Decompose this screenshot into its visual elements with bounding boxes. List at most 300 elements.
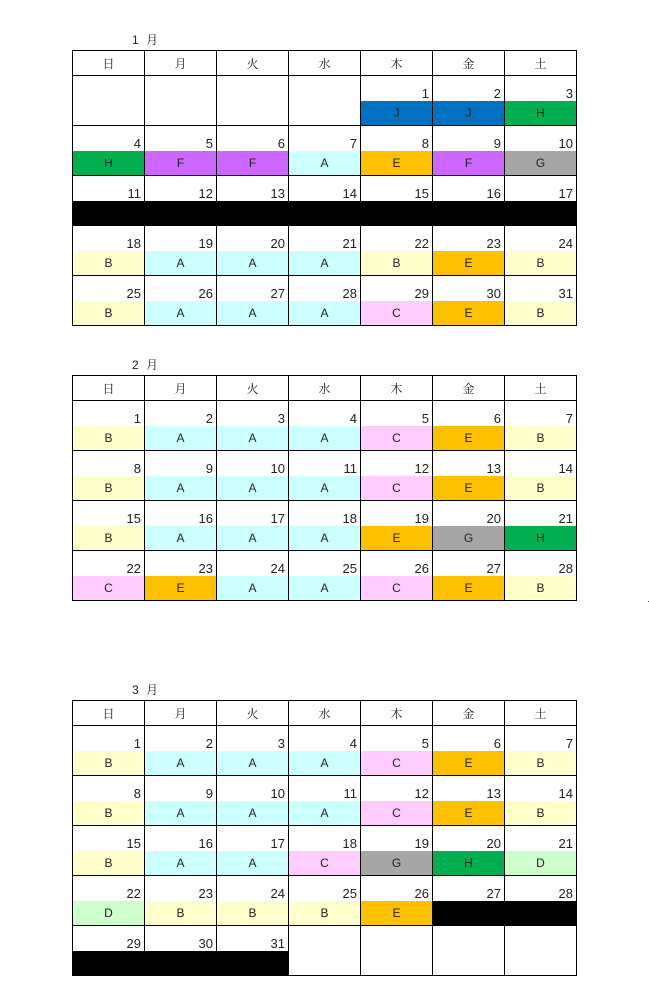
date-number: 27 bbox=[270, 286, 285, 301]
week-date-row bbox=[73, 501, 577, 527]
date-number: 16 bbox=[198, 511, 213, 526]
schedule-code-cell: B bbox=[73, 251, 145, 276]
date-cell bbox=[505, 726, 577, 752]
date-number: 7 bbox=[349, 136, 357, 151]
date-number bbox=[213, 86, 216, 101]
date-number: 11 bbox=[343, 786, 357, 801]
month-title: 1 月 bbox=[132, 33, 161, 47]
weekday-header: 水 bbox=[289, 51, 361, 76]
date-number bbox=[141, 86, 144, 101]
schedule-code-cell bbox=[361, 951, 433, 976]
schedule-code-cell bbox=[217, 201, 289, 226]
date-number: 16 bbox=[198, 836, 213, 851]
schedule-code-cell: A bbox=[217, 801, 289, 826]
date-number: 23 bbox=[198, 886, 213, 901]
weekday-header: 火 bbox=[217, 701, 289, 726]
weekday-header: 木 bbox=[361, 376, 433, 401]
schedule-code-cell: A bbox=[289, 301, 361, 326]
schedule-code-cell: B bbox=[73, 301, 145, 326]
date-number: 27 bbox=[486, 561, 501, 576]
schedule-code-cell: C bbox=[73, 576, 145, 601]
date-number: 26 bbox=[198, 286, 213, 301]
week-code-row bbox=[73, 901, 577, 926]
schedule-code-cell: A bbox=[217, 851, 289, 876]
schedule-code-cell: E bbox=[433, 251, 505, 276]
date-cell bbox=[361, 776, 433, 802]
schedule-code-cell: A bbox=[217, 301, 289, 326]
date-cell bbox=[217, 276, 289, 302]
week-date-row bbox=[73, 401, 577, 427]
week-code-row bbox=[73, 526, 577, 551]
schedule-code-cell: B bbox=[505, 801, 577, 826]
schedule-code-cell: H bbox=[505, 526, 577, 551]
date-cell bbox=[505, 451, 577, 477]
date-cell bbox=[145, 76, 217, 102]
weekday-header: 日 bbox=[73, 701, 145, 726]
schedule-code-cell bbox=[217, 101, 289, 126]
schedule-code-cell: B bbox=[505, 576, 577, 601]
date-cell bbox=[361, 501, 433, 527]
date-number: 8 bbox=[421, 136, 429, 151]
schedule-code-cell: G bbox=[361, 851, 433, 876]
date-number: 13 bbox=[486, 786, 501, 801]
week-code-row bbox=[73, 201, 577, 226]
week-date-row bbox=[73, 551, 577, 577]
date-cell bbox=[433, 126, 505, 152]
schedule-code-cell bbox=[505, 951, 577, 976]
weekday-header: 月 bbox=[145, 376, 217, 401]
date-number: 18 bbox=[342, 511, 357, 526]
weekday-header: 土 bbox=[505, 701, 577, 726]
date-cell bbox=[289, 876, 361, 902]
schedule-code-cell: C bbox=[361, 751, 433, 776]
date-number: 31 bbox=[270, 936, 285, 951]
date-cell bbox=[73, 926, 145, 952]
date-cell bbox=[505, 401, 577, 427]
weekday-header: 月 bbox=[145, 51, 217, 76]
date-number: 25 bbox=[342, 561, 357, 576]
date-cell bbox=[289, 826, 361, 852]
weekday-header: 日 bbox=[73, 376, 145, 401]
date-number: 21 bbox=[342, 236, 357, 251]
date-number: 31 bbox=[558, 286, 573, 301]
date-cell bbox=[73, 226, 145, 252]
schedule-code-cell: E bbox=[433, 301, 505, 326]
weekday-header-row bbox=[73, 51, 577, 76]
week-date-row bbox=[73, 76, 577, 102]
date-number bbox=[357, 86, 360, 101]
date-cell bbox=[433, 451, 505, 477]
weekday-header: 金 bbox=[433, 701, 505, 726]
date-number: 24 bbox=[270, 561, 285, 576]
date-number: 6 bbox=[493, 411, 501, 426]
date-number: 21 bbox=[558, 511, 573, 526]
date-cell bbox=[145, 176, 217, 202]
schedule-code-cell: A bbox=[289, 476, 361, 501]
schedule-code-cell: D bbox=[73, 901, 145, 926]
date-cell bbox=[217, 76, 289, 102]
week-date-row bbox=[73, 451, 577, 477]
date-cell bbox=[73, 876, 145, 902]
schedule-code-cell bbox=[145, 951, 217, 976]
date-number bbox=[429, 936, 432, 951]
date-cell bbox=[361, 126, 433, 152]
date-number: 10 bbox=[270, 786, 285, 801]
schedule-code-cell: B bbox=[505, 476, 577, 501]
date-number: 8 bbox=[133, 461, 141, 476]
schedule-code-cell: D bbox=[505, 851, 577, 876]
date-cell bbox=[289, 276, 361, 302]
schedule-code-cell: B bbox=[505, 301, 577, 326]
schedule-code-cell: A bbox=[217, 426, 289, 451]
schedule-code-cell: B bbox=[505, 251, 577, 276]
schedule-code-cell: B bbox=[505, 426, 577, 451]
date-number bbox=[357, 936, 360, 951]
date-number: 14 bbox=[342, 186, 357, 201]
date-cell bbox=[145, 726, 217, 752]
date-cell bbox=[505, 501, 577, 527]
week-code-row bbox=[73, 576, 577, 601]
date-cell bbox=[361, 926, 433, 952]
schedule-code-cell: C bbox=[361, 576, 433, 601]
date-cell bbox=[361, 226, 433, 252]
schedule-code-cell: F bbox=[433, 151, 505, 176]
schedule-code-cell bbox=[145, 101, 217, 126]
schedule-code-cell: A bbox=[289, 751, 361, 776]
date-cell bbox=[145, 776, 217, 802]
schedule-code-cell: A bbox=[289, 576, 361, 601]
date-number: 1 bbox=[133, 411, 141, 426]
date-cell bbox=[145, 876, 217, 902]
date-number: 5 bbox=[421, 736, 429, 751]
month-calendar-table bbox=[72, 375, 577, 601]
date-cell bbox=[433, 176, 505, 202]
weekday-header: 水 bbox=[289, 701, 361, 726]
date-number: 22 bbox=[126, 886, 141, 901]
date-number: 20 bbox=[486, 836, 501, 851]
weekday-header: 火 bbox=[217, 376, 289, 401]
date-number: 26 bbox=[414, 886, 429, 901]
date-cell bbox=[145, 451, 217, 477]
date-number: 11 bbox=[127, 186, 141, 201]
date-number: 5 bbox=[421, 411, 429, 426]
date-cell bbox=[73, 551, 145, 577]
date-cell bbox=[73, 826, 145, 852]
date-number: 4 bbox=[133, 136, 141, 151]
weekday-header: 土 bbox=[505, 376, 577, 401]
schedule-code-cell: C bbox=[361, 801, 433, 826]
schedule-code-cell: B bbox=[73, 526, 145, 551]
schedule-code-cell: A bbox=[217, 526, 289, 551]
week-code-row bbox=[73, 751, 577, 776]
date-cell bbox=[433, 276, 505, 302]
date-number: 10 bbox=[558, 136, 573, 151]
date-number: 29 bbox=[414, 286, 429, 301]
schedule-code-cell: A bbox=[145, 251, 217, 276]
date-cell bbox=[433, 726, 505, 752]
schedule-code-cell bbox=[361, 201, 433, 226]
date-cell bbox=[505, 826, 577, 852]
schedule-code-cell: A bbox=[145, 426, 217, 451]
schedule-code-cell: E bbox=[433, 576, 505, 601]
date-cell bbox=[217, 726, 289, 752]
date-number: 13 bbox=[486, 461, 501, 476]
schedule-code-cell: C bbox=[361, 426, 433, 451]
week-code-row bbox=[73, 151, 577, 176]
date-number: 9 bbox=[205, 786, 213, 801]
month-title: 3 月 bbox=[132, 683, 161, 697]
schedule-code-cell: C bbox=[361, 476, 433, 501]
date-number: 3 bbox=[277, 736, 285, 751]
date-number: 12 bbox=[198, 186, 213, 201]
date-cell bbox=[289, 776, 361, 802]
date-cell bbox=[361, 76, 433, 102]
weekday-header: 木 bbox=[361, 701, 433, 726]
week-code-row bbox=[73, 101, 577, 126]
date-cell bbox=[217, 776, 289, 802]
schedule-code-cell: E bbox=[145, 576, 217, 601]
date-number: 15 bbox=[126, 511, 141, 526]
date-number: 24 bbox=[558, 236, 573, 251]
date-cell bbox=[217, 401, 289, 427]
date-number: 19 bbox=[414, 511, 429, 526]
date-cell bbox=[505, 76, 577, 102]
date-cell bbox=[145, 276, 217, 302]
schedule-code-cell: B bbox=[73, 476, 145, 501]
schedule-code-cell: H bbox=[433, 851, 505, 876]
date-number: 15 bbox=[126, 836, 141, 851]
schedule-code-cell: G bbox=[505, 151, 577, 176]
date-number: 1 bbox=[421, 86, 429, 101]
date-cell bbox=[73, 126, 145, 152]
date-cell bbox=[217, 126, 289, 152]
schedule-code-cell bbox=[289, 951, 361, 976]
date-cell bbox=[217, 501, 289, 527]
date-cell bbox=[217, 226, 289, 252]
date-number: 13 bbox=[270, 186, 285, 201]
schedule-code-cell: C bbox=[289, 851, 361, 876]
date-cell bbox=[217, 926, 289, 952]
date-cell bbox=[433, 226, 505, 252]
date-cell bbox=[361, 551, 433, 577]
date-cell bbox=[505, 876, 577, 902]
date-cell bbox=[433, 501, 505, 527]
date-number: 20 bbox=[270, 236, 285, 251]
date-number: 4 bbox=[349, 411, 357, 426]
schedule-code-cell: J bbox=[361, 101, 433, 126]
date-cell bbox=[433, 551, 505, 577]
date-cell bbox=[289, 76, 361, 102]
date-number: 14 bbox=[558, 786, 573, 801]
date-cell bbox=[289, 126, 361, 152]
schedule-code-cell: B bbox=[73, 751, 145, 776]
date-cell bbox=[433, 401, 505, 427]
date-cell bbox=[145, 501, 217, 527]
date-cell bbox=[361, 451, 433, 477]
date-number: 30 bbox=[486, 286, 501, 301]
weekday-header: 土 bbox=[505, 51, 577, 76]
weekday-header: 水 bbox=[289, 376, 361, 401]
week-code-row bbox=[73, 426, 577, 451]
date-number: 21 bbox=[558, 836, 573, 851]
date-cell bbox=[289, 726, 361, 752]
date-number: 18 bbox=[126, 236, 141, 251]
date-cell bbox=[73, 401, 145, 427]
date-cell bbox=[433, 76, 505, 102]
date-number: 15 bbox=[414, 186, 429, 201]
weekday-header-row bbox=[73, 376, 577, 401]
date-number: 7 bbox=[565, 736, 573, 751]
schedule-code-cell: A bbox=[289, 526, 361, 551]
date-number: 22 bbox=[126, 561, 141, 576]
date-number: 10 bbox=[270, 461, 285, 476]
schedule-code-cell bbox=[505, 901, 577, 926]
schedule-code-cell bbox=[289, 201, 361, 226]
schedule-code-cell bbox=[505, 201, 577, 226]
date-cell bbox=[217, 451, 289, 477]
week-date-row bbox=[73, 126, 577, 152]
date-cell bbox=[73, 726, 145, 752]
schedule-code-cell: B bbox=[73, 426, 145, 451]
date-number: 23 bbox=[198, 561, 213, 576]
schedule-code-cell: H bbox=[73, 151, 145, 176]
week-date-row bbox=[73, 176, 577, 202]
date-cell bbox=[217, 551, 289, 577]
weekday-header: 火 bbox=[217, 51, 289, 76]
date-number: 12 bbox=[414, 786, 429, 801]
schedule-code-cell: B bbox=[73, 851, 145, 876]
week-date-row bbox=[73, 276, 577, 302]
weekday-header: 金 bbox=[433, 51, 505, 76]
weekday-header: 月 bbox=[145, 701, 217, 726]
date-cell bbox=[289, 226, 361, 252]
week-date-row bbox=[73, 226, 577, 252]
date-cell bbox=[505, 176, 577, 202]
schedule-code-cell: C bbox=[361, 301, 433, 326]
schedule-code-cell: B bbox=[73, 801, 145, 826]
date-cell bbox=[505, 551, 577, 577]
date-number: 9 bbox=[493, 136, 501, 151]
date-cell bbox=[361, 826, 433, 852]
week-date-row bbox=[73, 726, 577, 752]
date-cell bbox=[289, 551, 361, 577]
schedule-code-cell: E bbox=[361, 526, 433, 551]
schedule-code-cell: B bbox=[505, 751, 577, 776]
date-cell bbox=[505, 226, 577, 252]
schedule-code-cell: F bbox=[217, 151, 289, 176]
date-cell bbox=[505, 926, 577, 952]
schedule-code-cell: A bbox=[217, 251, 289, 276]
schedule-code-cell bbox=[145, 201, 217, 226]
date-number: 11 bbox=[343, 461, 357, 476]
date-number: 2 bbox=[493, 86, 501, 101]
month-calendar-table bbox=[72, 50, 577, 326]
date-number: 17 bbox=[270, 836, 285, 851]
schedule-code-cell bbox=[217, 951, 289, 976]
date-number: 18 bbox=[342, 836, 357, 851]
date-number: 5 bbox=[205, 136, 213, 151]
date-cell bbox=[73, 451, 145, 477]
schedule-code-cell: E bbox=[433, 476, 505, 501]
date-cell bbox=[289, 401, 361, 427]
week-date-row bbox=[73, 926, 577, 952]
schedule-code-cell: E bbox=[361, 151, 433, 176]
date-number: 14 bbox=[558, 461, 573, 476]
date-number: 6 bbox=[277, 136, 285, 151]
date-cell bbox=[361, 176, 433, 202]
schedule-code-cell: A bbox=[289, 426, 361, 451]
schedule-code-cell: A bbox=[145, 526, 217, 551]
date-cell bbox=[145, 926, 217, 952]
schedule-code-cell: B bbox=[361, 251, 433, 276]
week-code-row bbox=[73, 951, 577, 976]
date-cell bbox=[145, 401, 217, 427]
date-number: 17 bbox=[558, 186, 573, 201]
date-cell bbox=[433, 776, 505, 802]
schedule-code-cell: F bbox=[145, 151, 217, 176]
date-number: 8 bbox=[133, 786, 141, 801]
date-number: 27 bbox=[486, 886, 501, 901]
schedule-code-cell: A bbox=[217, 476, 289, 501]
date-number: 1 bbox=[133, 736, 141, 751]
date-number: 28 bbox=[342, 286, 357, 301]
schedule-code-cell: B bbox=[145, 901, 217, 926]
weekday-header: 金 bbox=[433, 376, 505, 401]
schedule-code-cell: E bbox=[361, 901, 433, 926]
week-date-row bbox=[73, 826, 577, 852]
schedule-code-cell bbox=[73, 951, 145, 976]
schedule-code-cell: E bbox=[433, 801, 505, 826]
date-cell bbox=[289, 501, 361, 527]
schedule-code-cell: A bbox=[145, 801, 217, 826]
date-number: 3 bbox=[565, 86, 573, 101]
date-cell bbox=[145, 826, 217, 852]
schedule-code-cell: B bbox=[217, 901, 289, 926]
date-cell bbox=[289, 926, 361, 952]
date-number: 19 bbox=[414, 836, 429, 851]
date-number: 30 bbox=[198, 936, 213, 951]
schedule-code-cell: A bbox=[289, 151, 361, 176]
schedule-code-cell: A bbox=[217, 576, 289, 601]
date-number: 9 bbox=[205, 461, 213, 476]
date-number: 26 bbox=[414, 561, 429, 576]
schedule-code-cell: A bbox=[145, 476, 217, 501]
date-cell bbox=[433, 826, 505, 852]
week-code-row bbox=[73, 851, 577, 876]
date-cell bbox=[505, 276, 577, 302]
date-cell bbox=[433, 876, 505, 902]
schedule-code-cell: A bbox=[145, 301, 217, 326]
date-number: 29 bbox=[126, 936, 141, 951]
date-cell bbox=[433, 926, 505, 952]
month-title: 2 月 bbox=[132, 358, 161, 372]
schedule-code-cell bbox=[289, 101, 361, 126]
date-cell bbox=[505, 776, 577, 802]
date-cell bbox=[361, 401, 433, 427]
date-number: 3 bbox=[277, 411, 285, 426]
week-date-row bbox=[73, 876, 577, 902]
date-cell bbox=[145, 226, 217, 252]
week-code-row bbox=[73, 251, 577, 276]
week-code-row bbox=[73, 301, 577, 326]
date-number: 24 bbox=[270, 886, 285, 901]
date-cell bbox=[73, 176, 145, 202]
schedule-code-cell: A bbox=[217, 751, 289, 776]
date-number: 12 bbox=[414, 461, 429, 476]
week-code-row bbox=[73, 801, 577, 826]
weekday-header-row bbox=[73, 701, 577, 726]
schedule-code-cell bbox=[73, 201, 145, 226]
